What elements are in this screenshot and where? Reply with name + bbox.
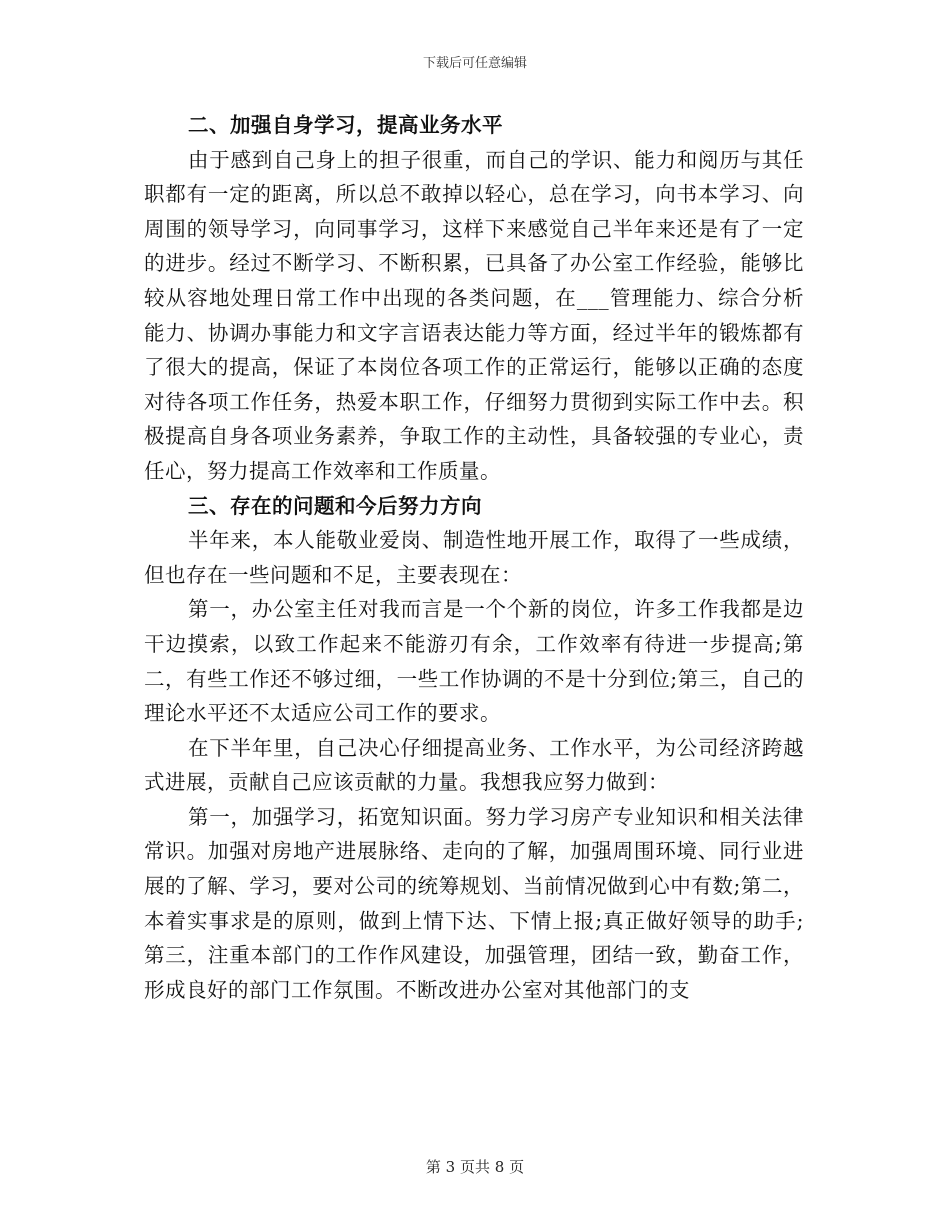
paragraph-study: 由于感到自己身上的担子很重，而自己的学识、能力和阅历与其任职都有一定的距离，所以总不敢掉以轻心，总在学习，向书本学习、向周围的领导学习，向同事学习，这样下来感觉自己半年来还是有了一定的进步。经过不断学习、不断积累，已具备了办公室工作经验，能够比较从容地处理日常工作中出现的各类问题，在___管理能力、综合分析能力、协调办事能力和文字言语表达能力等方面，经过半年的锻炼都有了很大的提高，保证了本岗位各项工作的正常运行，能够以正确的态度对待各项工作任务，热爱本职工作，仔细努力贯彻到实际工作中去。积极提高自身各项业务素养，争取工作的主动性，具备较强的专业心，责任心，努力提高工作效率和工作质量。 xyxy=(144,147,804,483)
paragraph-goals: 第一，加强学习，拓宽知识面。努力学习房产专业知识和相关法律常识。加强对房地产进展脉络、走向的了解，加强周围环境、同行业进展的了解、学习，要对公司的统筹规划、当前情况做到心中有数;第二，本着实事求是的原则，做到上情下达、下情上报;真正做好领导的助手;第三，注重本部门的工作作风建设，加强管理，团结一致，勤奋工作，形成良好的部门工作氛围。不断改进办公室对其他部门的支 xyxy=(144,804,804,1002)
document-body xyxy=(144,108,804,1007)
page-footer: 第 3 页共 8 页 xyxy=(425,1158,525,1176)
page-header: 下载后可任意编辑 xyxy=(422,56,527,71)
paragraph-resolution: 在下半年里，自己决心仔细提高业务、工作水平，为公司经济跨越式进展，贡献自己应该贡献的力量。我想我应努力做到： xyxy=(144,735,804,795)
paragraph-problems: 第一，办公室主任对我而言是一个个新的岗位，许多工作我都是边干边摸索，以致工作起来不能游刃有余，工作效率有待进一步提高;第二，有些工作还不够过细，一些工作协调的不是十分到位;第三，自己的理论水平还不太适应公司工作的要求。 xyxy=(144,597,804,726)
section-heading-3: 三、存在的问题和今后努力方向 xyxy=(188,493,482,518)
paragraph-summary: 半年来，本人能敬业爱岗、制造性地开展工作，取得了一些成绩，但也存在一些问题和不足，主要表现在： xyxy=(144,528,804,587)
section-heading-2: 二、加强自身学习，提高业务水平 xyxy=(188,113,503,137)
